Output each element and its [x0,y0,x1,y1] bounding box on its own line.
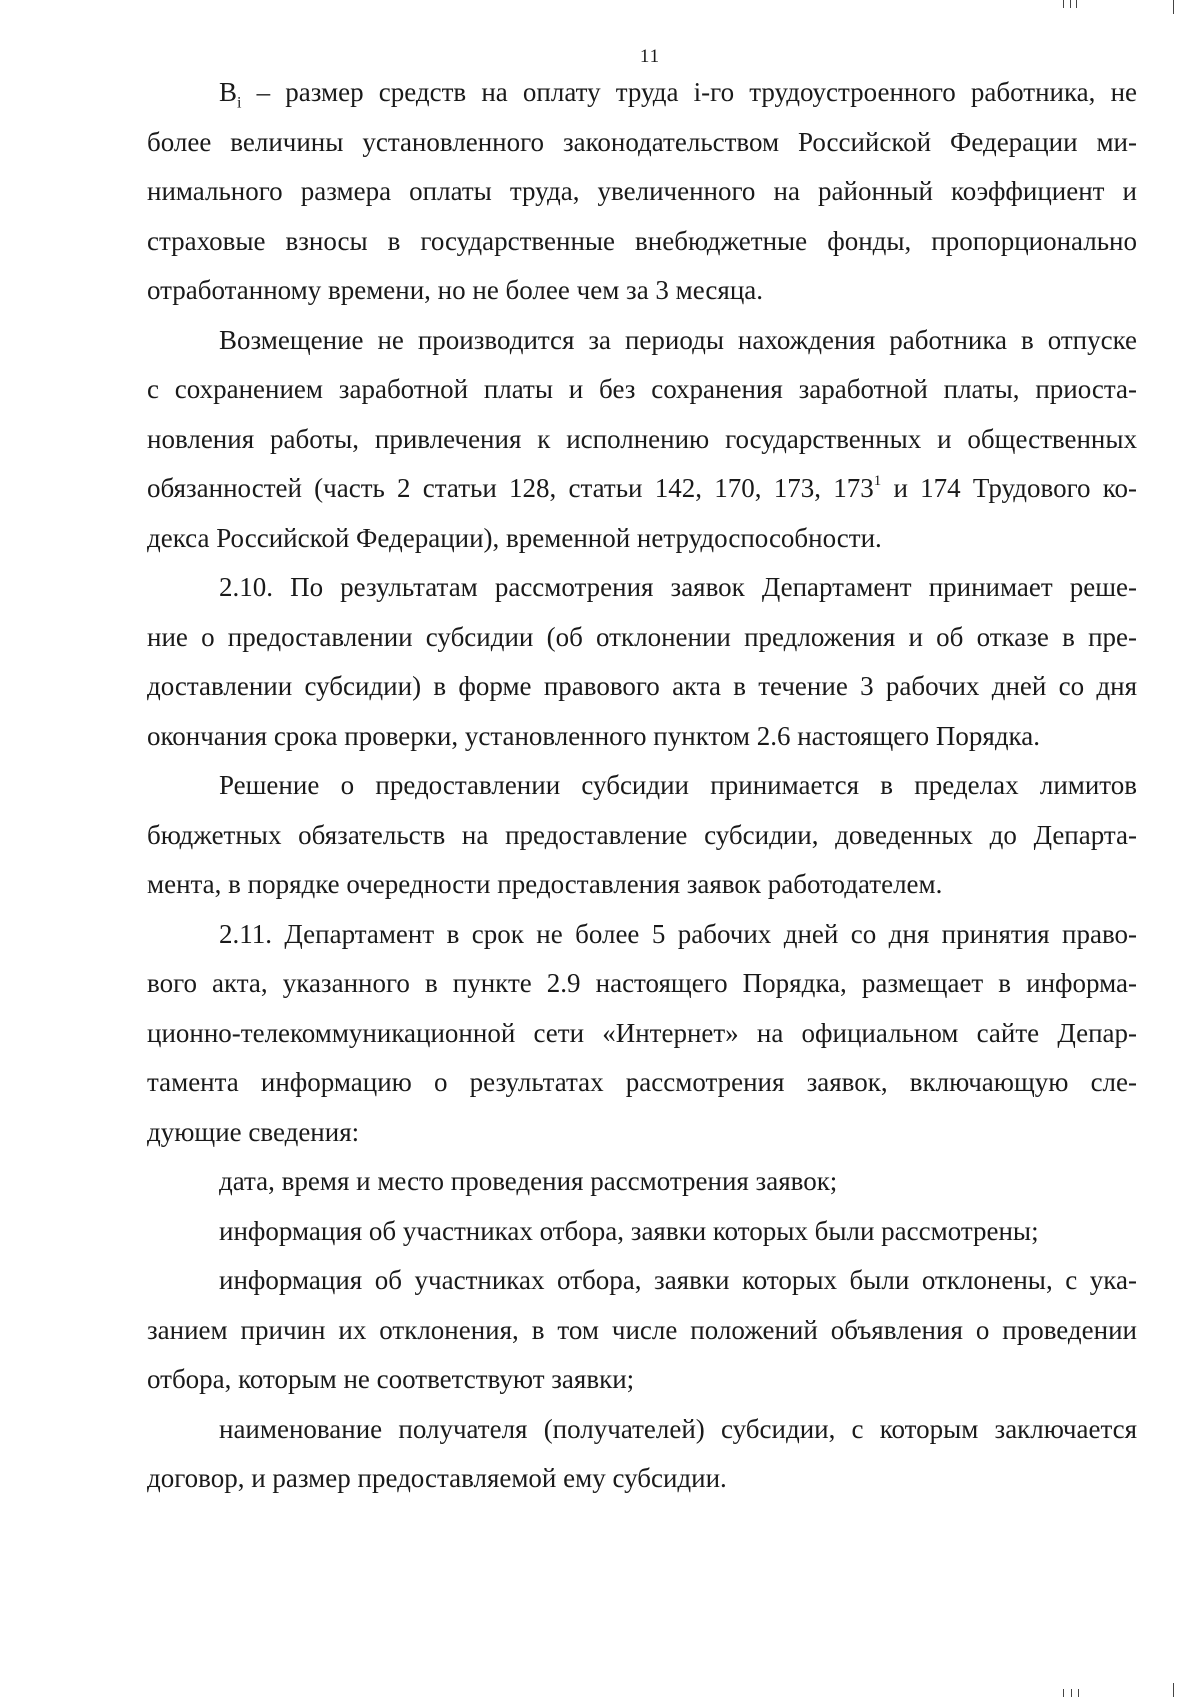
text-line: занием причин их отклонения, в том числе положений объявления о проведении [147,1314,1137,1345]
text-line: договор, и размер предоставляемой ему субсидии. [147,1463,727,1493]
text-line: информация об участниках отбора, заявки которых были отклонены, с ука- [219,1265,1137,1295]
text-line: ционно-телекоммуникационной сети «Интернет» на официальном сайте Депар- [147,1017,1137,1048]
scan-mark-bottom-4 [1173,1683,1174,1697]
document-body [147,68,1137,1504]
text-line: дующие сведения: [147,1116,360,1147]
text-line: ние о предоставлении субсидии (об отклонении предложения и об отказе в пре- [147,621,1137,652]
text-line: Возмещение не производится за периоды нахождения работника в отпуске [219,324,1137,355]
text-line: мента, в порядке очередности предоставления заявок работодателем. [147,869,943,899]
text-line: 2.11. Департамент в срок не более 5 рабочих дней со дня принятия право- [219,918,1137,949]
text-line: информация об участниках отбора, заявки которых были рассмотрены; [219,1215,1039,1246]
scan-mark-bottom-3 [1078,1689,1079,1697]
list-item-reviewed-participants [147,1207,1137,1257]
text-line: нимального размера оплаты труда, увеличенного на районный коэффициент и [147,176,1137,206]
variable-b: B [219,77,238,107]
text-span: – размер средств на оплату труда i-го трудоустроенного работника, не [241,77,1137,107]
list-item-rejected-participants [147,1256,1137,1405]
text-span: обязанностей (часть 2 статьи 128, статьи 142, 170, 173, 173 [147,473,874,503]
text-line: доставлении субсидии) в форме правового акта в течение 3 рабочих дней со дня [147,671,1137,701]
text-line: отработанному времени, но не более чем за 3 месяца. [147,275,764,305]
text-line: бюджетных обязательств на предоставление субсидии, доведенных до Департа- [147,819,1137,850]
text-line: с сохранением заработной платы и без сохранения заработной платы, приоста- [147,374,1137,404]
text-line: декса Российской Федерации), временной нетрудоспособности. [147,522,882,553]
text-line: тамента информацию о результатах рассмотрения заявок, включающую сле- [147,1067,1137,1097]
text-line: новления работы, привлечения к исполнению государственных и общественных [147,423,1137,454]
text-line: окончания срока проверки, установленного пунктом 2.6 настоящего Порядка. [147,720,1041,751]
scan-mark-top-1 [1063,0,1064,8]
scan-mark-top-4 [1173,0,1174,14]
list-item-recipient-name [147,1405,1137,1504]
scan-mark-top-2 [1070,0,1071,8]
scan-mark-bottom-2 [1071,1689,1072,1697]
text-span: и 174 Трудового ко- [881,473,1137,503]
text-line: страховые взносы в государственные внебюджетные фонды, пропорционально [147,225,1137,256]
paragraph-wage-definition [147,68,1137,316]
text-line: более величины установленного законодательством Российской Федерации ми- [147,126,1137,157]
list-item-date-time-place [147,1157,1137,1207]
text-line: Решение о предоставлении субсидии принимается в пределах лимитов [219,770,1137,800]
variable-subscript: i [237,94,242,112]
text-line: отбора, которым не соответствуют заявки; [147,1364,635,1394]
paragraph-reimbursement-exclusions [147,316,1137,564]
text-line: вого акта, указанного в пункте 2.9 настоящего Порядка, размещает в информа- [147,968,1137,998]
superscript: 1 [873,473,882,489]
text-line: наименование получателя (получателей) субсидии, с которым заключается [219,1413,1137,1444]
text-line [147,68,1137,118]
text-line: 2.10. По результатам рассмотрения заявок Департамент принимает реше- [219,572,1137,602]
paragraph-2-11 [147,910,1137,1158]
paragraph-decision-limits [147,761,1137,910]
text-line [147,464,1137,514]
page-number: 11 [639,46,661,67]
scan-mark-bottom-1 [1063,1689,1064,1697]
scan-mark-top-3 [1076,0,1077,8]
paragraph-2-10 [147,563,1137,761]
text-line: дата, время и место проведения рассмотрения заявок; [219,1166,838,1196]
